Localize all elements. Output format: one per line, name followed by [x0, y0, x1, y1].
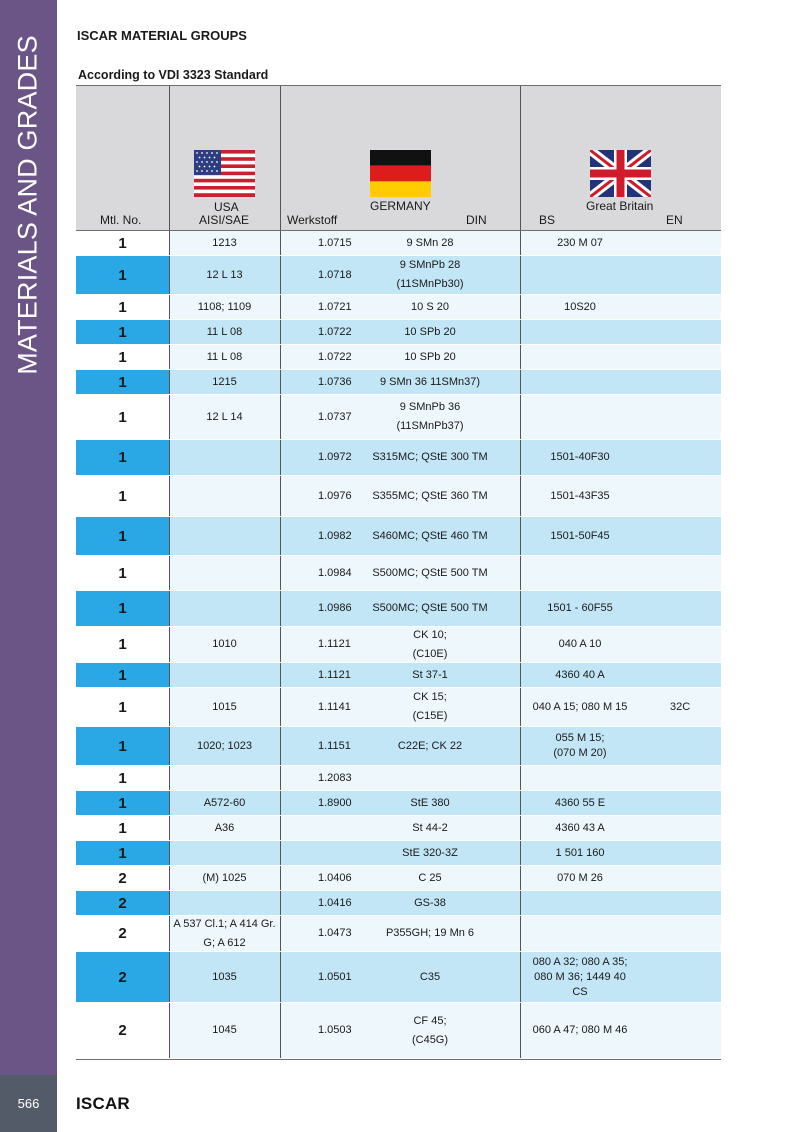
din-cell: S500MC; QStE 500 TM [372, 602, 488, 614]
sidebar-label: MATERIALS AND GRADES [12, 35, 43, 375]
din-cell: 10 SPb 20 [404, 350, 456, 363]
table-row [76, 1003, 721, 1059]
table-row [76, 891, 721, 916]
mtl-no-cell: 2 [76, 866, 169, 890]
brand-logo: ISCAR [76, 1094, 130, 1113]
table-row [76, 688, 721, 727]
werkstoff-cell: 1.0736 [318, 375, 352, 388]
table-bottom-border [76, 1059, 721, 1060]
din-cell: S315MC; QStE 300 TM [372, 451, 488, 463]
bs-cell: 080 A 32; 080 A 35; 080 M 36; 1449 40 CS [532, 955, 628, 998]
din-cell: CK 10; (C10E) [412, 628, 448, 660]
werkstoff-cell: 1.0503 [318, 1024, 352, 1036]
werkstoff-cell: 1.1121 [318, 638, 351, 650]
en-cell [640, 766, 721, 790]
bs-cell [520, 556, 640, 590]
mtl-no-cell: 1 [76, 727, 169, 765]
table-row [76, 256, 721, 295]
bs-cell [520, 395, 640, 439]
en-cell [640, 1003, 721, 1058]
table-row [76, 440, 721, 476]
mtl-no-cell: 1 [76, 345, 169, 369]
usa-cell [169, 841, 280, 865]
mtl-no-cell: 1 [76, 440, 169, 475]
table-row [76, 370, 721, 395]
mtl-no-cell: 1 [76, 370, 169, 394]
mtl-no-cell: 1 [76, 556, 169, 590]
bs-cell [520, 345, 640, 369]
table-body [76, 231, 721, 1059]
usa-cell: 11 L 08 [206, 325, 243, 338]
din-cell: StE 320-3Z [402, 846, 458, 859]
din-cell: StE 380 [410, 796, 450, 809]
en-cell [640, 370, 721, 394]
bs-cell: 4360 40 A [555, 668, 605, 681]
table-row [76, 727, 721, 766]
usa-cell: 1213 [212, 236, 237, 249]
werkstoff-cell: 1.0722 [318, 350, 352, 363]
header-en: EN [666, 213, 683, 227]
en-cell: 32C [670, 700, 691, 713]
bs-cell: 070 M 26 [557, 871, 603, 884]
en-cell [640, 663, 721, 687]
werkstoff-cell: 1.0715 [318, 236, 352, 249]
werkstoff-cell [280, 841, 340, 865]
mtl-no-cell: 1 [76, 476, 169, 516]
germany-flag-icon [370, 150, 431, 197]
usa-cell: A36 [214, 821, 235, 834]
table-row [76, 816, 721, 841]
header-din: DIN [466, 213, 487, 227]
bs-cell: 1501-50F45 [550, 529, 610, 542]
usa-cell: A 537 Cl.1; A 414 Gr. G; A 612 [173, 917, 276, 949]
werkstoff-cell: 1.0986 [318, 602, 352, 614]
bs-cell [520, 370, 640, 394]
din-cell: 9 SMn 36 11SMn37) [379, 375, 481, 388]
usa-cell: 11 L 08 [206, 350, 243, 363]
uk-flag-icon [590, 150, 651, 197]
usa-cell: A572-60 [203, 796, 246, 809]
din-cell: St 44-2 [412, 821, 448, 834]
table-row [76, 556, 721, 591]
mtl-no-cell: 1 [76, 663, 169, 687]
werkstoff-cell: 1.0982 [318, 529, 352, 542]
bs-cell: 055 M 15; (070 M 20) [553, 732, 607, 759]
mtl-no-cell: 1 [76, 295, 169, 319]
werkstoff-cell: 1.0737 [318, 410, 352, 423]
en-cell [640, 395, 721, 439]
header-bs: BS [539, 213, 556, 227]
mtl-no-cell: 2 [76, 952, 169, 1002]
werkstoff-cell: 1.1141 [318, 700, 351, 713]
en-cell [640, 727, 721, 765]
page-number: 566 [0, 1075, 57, 1132]
en-cell [640, 627, 721, 662]
table-row [76, 476, 721, 517]
werkstoff-cell: 1.2083 [318, 771, 352, 784]
werkstoff-cell: 1.0976 [318, 489, 352, 502]
table-row [76, 916, 721, 952]
table-row [76, 791, 721, 816]
mtl-no-cell: 1 [76, 517, 169, 555]
usa-cell: 1035 [212, 970, 237, 983]
usa-cell: 1215 [212, 375, 237, 388]
usa-cell: 1108; 1109 [197, 300, 252, 313]
din-cell: S500MC; QStE 500 TM [372, 566, 488, 579]
bs-cell: 1 501 160 [555, 846, 605, 859]
werkstoff-cell: 1.1151 [318, 739, 351, 752]
werkstoff-cell: 1.0722 [318, 325, 352, 338]
en-cell [640, 841, 721, 865]
en-cell [640, 440, 721, 475]
werkstoff-cell: 1.0406 [318, 871, 352, 884]
mtl-no-cell: 2 [76, 916, 169, 951]
bs-cell: 060 A 47; 080 M 46 [532, 1024, 628, 1036]
bs-cell [520, 891, 640, 915]
werkstoff-cell: 1.8900 [318, 796, 352, 809]
page-title: ISCAR MATERIAL GROUPS [77, 28, 247, 43]
bs-cell: 1501-43F35 [550, 489, 610, 502]
werkstoff-cell [280, 816, 340, 840]
werkstoff-cell: 1.0972 [318, 451, 352, 463]
table-row [76, 627, 721, 663]
header-usa-country: USA [214, 200, 239, 214]
mtl-no-cell: 2 [76, 1003, 169, 1058]
din-cell: S355MC; QStE 360 TM [372, 489, 488, 502]
din-cell: 10 S 20 [411, 300, 449, 313]
mtl-no-cell: 2 [76, 891, 169, 915]
bs-cell [520, 256, 640, 294]
usa-cell: 1010 [212, 638, 237, 650]
table-row [76, 395, 721, 440]
bs-cell: 4360 43 A [555, 821, 605, 834]
werkstoff-cell: 1.0718 [318, 268, 352, 281]
en-cell [640, 231, 721, 255]
en-cell [640, 816, 721, 840]
en-cell [640, 591, 721, 626]
din-cell: C 25 [418, 871, 442, 884]
en-cell [640, 916, 721, 951]
usa-cell: 12 L 13 [206, 268, 243, 281]
table-row [76, 231, 721, 256]
usa-cell: 1045 [212, 1024, 237, 1036]
mtl-no-cell: 1 [76, 791, 169, 815]
din-cell: 10 SPb 20 [404, 325, 456, 338]
table-row [76, 952, 721, 1003]
werkstoff-cell: 1.0984 [318, 566, 352, 579]
table-row [76, 663, 721, 688]
bs-cell [520, 916, 640, 951]
table-row [76, 295, 721, 320]
usa-cell [169, 591, 280, 626]
table-row [76, 866, 721, 891]
mtl-no-cell: 1 [76, 591, 169, 626]
din-cell: GS-38 [414, 896, 446, 909]
werkstoff-cell: 1.0416 [318, 896, 352, 909]
header-mtl-no: Mtl. No. [100, 213, 142, 227]
en-cell [640, 476, 721, 516]
header-usa-standard: AISI/SAE [199, 213, 250, 227]
din-cell: 9 SMnPb 28 (11SMnPb30) [396, 259, 464, 290]
en-cell [640, 891, 721, 915]
usa-cell: 12 L 14 [206, 410, 243, 423]
werkstoff-cell: 1.1121 [318, 668, 351, 681]
usa-cell: 1015 [212, 700, 237, 713]
mtl-no-cell: 1 [76, 816, 169, 840]
bs-cell: 1501-40F30 [550, 451, 610, 463]
bs-cell [520, 766, 640, 790]
mtl-no-cell: 1 [76, 256, 169, 294]
mtl-no-cell: 1 [76, 395, 169, 439]
usa-cell [169, 663, 280, 687]
bs-cell: 040 A 15; 080 M 15 [532, 700, 628, 713]
header-germany-country: GERMANY [370, 199, 431, 213]
bs-cell: 10S20 [564, 300, 596, 313]
header-werkstoff: Werkstoff [287, 213, 338, 227]
din-cell: P355GH; 19 Mn 6 [385, 927, 475, 939]
werkstoff-cell: 1.0721 [318, 300, 352, 313]
din-cell: CK 15; (C15E) [412, 691, 448, 722]
sidebar [0, 0, 57, 1075]
en-cell [640, 952, 721, 1002]
en-cell [640, 866, 721, 890]
din-cell: 9 SMnPb 36 (11SMnPb37) [396, 401, 464, 432]
usa-cell [169, 891, 280, 915]
usa-cell [169, 440, 280, 475]
table-row [76, 517, 721, 556]
table-row [76, 345, 721, 370]
din-cell [340, 766, 520, 790]
material-table [76, 85, 721, 1060]
bs-cell: 4360 55 E [554, 796, 606, 809]
en-cell [640, 320, 721, 344]
din-cell: C35 [419, 970, 441, 983]
usa-cell: 1020; 1023 [196, 739, 253, 752]
header-gb-country: Great Britain [586, 199, 654, 213]
din-cell: C22E; CK 22 [397, 739, 463, 752]
en-cell [640, 256, 721, 294]
bs-cell [520, 320, 640, 344]
din-cell: St 37-1 [412, 668, 448, 681]
usa-cell [169, 766, 280, 790]
en-cell [640, 791, 721, 815]
werkstoff-cell: 1.0501 [318, 970, 352, 983]
mtl-no-cell: 1 [76, 841, 169, 865]
din-cell: CF 45; (C45G) [411, 1014, 449, 1046]
usa-cell [169, 556, 280, 590]
usa-cell [169, 476, 280, 516]
page-subtitle: According to VDI 3323 Standard [78, 68, 269, 82]
bs-cell: 1501 - 60F55 [547, 602, 613, 614]
mtl-no-cell: 1 [76, 627, 169, 662]
table-row [76, 320, 721, 345]
table-row [76, 841, 721, 866]
usa-flag-icon [194, 150, 255, 197]
usa-cell: (M) 1025 [202, 871, 247, 884]
en-cell [640, 517, 721, 555]
usa-cell [169, 517, 280, 555]
en-cell [640, 345, 721, 369]
werkstoff-cell: 1.0473 [318, 927, 352, 939]
table-row [76, 766, 721, 791]
table-row [76, 591, 721, 627]
din-cell: 9 SMn 28 [406, 236, 454, 249]
en-cell [640, 295, 721, 319]
mtl-no-cell: 1 [76, 231, 169, 255]
mtl-no-cell: 1 [76, 688, 169, 726]
din-cell: S460MC; QStE 460 TM [372, 529, 488, 542]
bs-cell: 230 M 07 [557, 236, 603, 249]
mtl-no-cell: 1 [76, 320, 169, 344]
en-cell [640, 556, 721, 590]
table-header [76, 85, 721, 231]
mtl-no-cell: 1 [76, 766, 169, 790]
bs-cell: 040 A 10 [558, 638, 602, 650]
